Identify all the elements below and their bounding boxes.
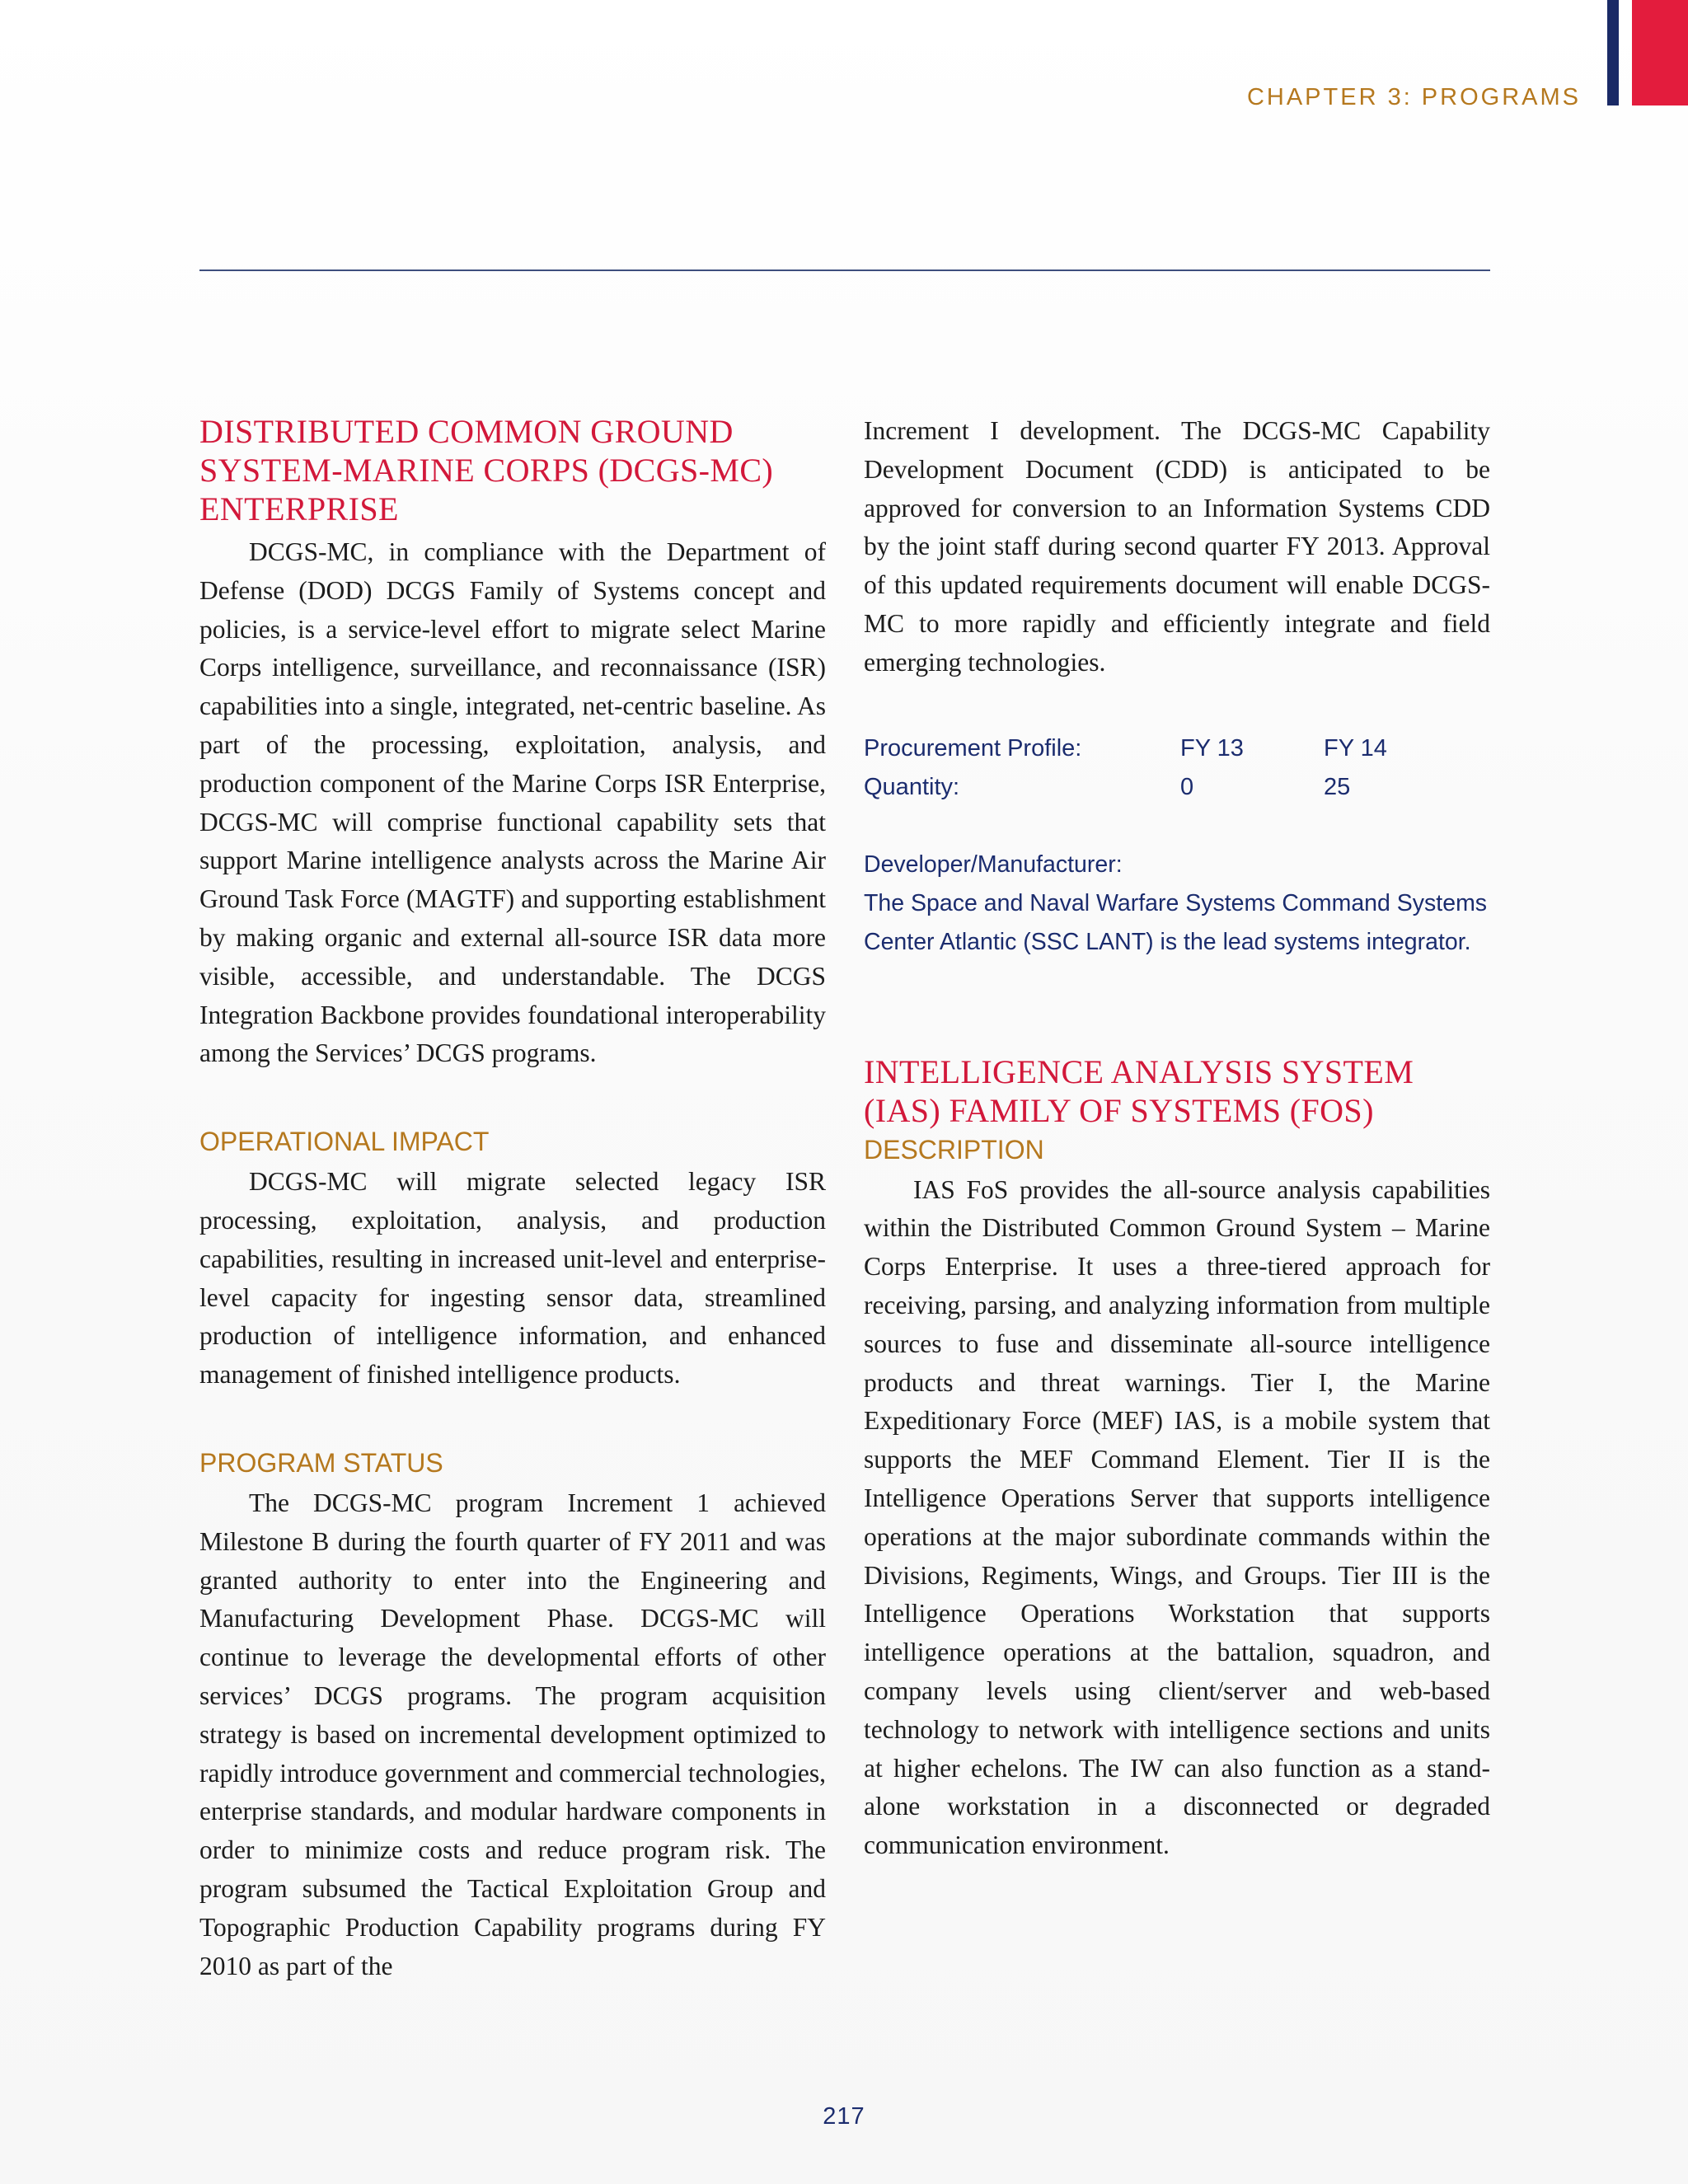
program-status-text: The DCGS-MC program Increment 1 achieved Milestone B during the fourth quarter of FY 2011 and was granted authority to enter into the Engineering and Manufacturing Development Phase. DCGS-MC will continue to leverage the developmental efforts of other services’ DCGS programs. The program acquisition strategy is based on incremental development optimized to rapidly introduce government and commercial technologies, enterprise standards, and modular hardware components in order to minimize costs and reduce program risk. The program subsumed the Tactical Exploitation Group and Topographic Production Capability programs during FY 2010 as part of the [199,1488,826,1980]
operational-impact-heading: OPERATIONAL IMPACT [199,1127,490,1157]
page-number: 217 [823,2103,865,2130]
procurement-profile-table [864,729,1387,807]
left-column [199,412,826,1985]
developer-text: The Space and Naval Warfare Systems Command Systems Center Atlantic (SSC LANT) is the lead systems integrator. [864,889,1488,955]
quantity-label: Quantity: [864,773,960,800]
ias-title: INTELLIGENCE ANALYSIS SYSTEM (IAS) FAMILY OF SYSTEMS (FOS) [864,1052,1414,1129]
dcgs-mc-intro: DCGS-MC, in compliance with the Department of Defense (DOD) DCGS Family of Systems concept and policies, is a service-level effort to migrate select Marine Corps intelligence, surveillance, and reconnaissance (ISR) capabilities into a single, integrated, net-centric baseline. As part of the processing, exploitation, analysis, and production component of the Marine Corps ISR Enterprise, DCGS-MC will comprise functional capability sets that support Marine intelligence analysts across the Marine Air Ground Task Force (MAGTF) and supporting establishment by making organic and external all-source ISR data more visible, accessible, and understandable. The DCGS Integration Backbone provides foundational interoperability among the Services’ DCGS programs. [199,537,826,1068]
dcgs-mc-title: DISTRIBUTED COMMON GROUND SYSTEM-MARINE CORPS (DCGS-MC) ENTERPRISE [199,413,774,527]
chapter-tab-blue [1607,0,1619,105]
right-column [864,412,1490,1865]
quantity-fy13: 0 [1180,773,1194,800]
operational-impact-text: DCGS-MC will migrate selected legacy ISR processing, exploitation, analysis, and production capabilities, resulting in increased unit-level and enterprise-level capacity for ingesting sensor data, streamlined production of intelligence information, and enhanced management of finished intelligence products. [199,1167,826,1390]
chapter-tab-red [1632,0,1688,105]
developer-block [864,846,1490,962]
fy14-header: FY 14 [1324,734,1387,762]
quantity-fy14: 25 [1324,773,1351,800]
table-row [864,768,1387,807]
table-row [864,729,1387,768]
program-status-heading: PROGRAM STATUS [199,1447,443,1478]
continued-text: Increment I development. The DCGS-MC Capability Development Document (CDD) is anticipated to be approved for conversion to an Information Systems CDD by the joint staff during second quarter FY 2013. Approval of this updated requirements document will enable DCGS-MC to more rapidly and efficiently integrate and field emerging technologies. [864,416,1490,677]
ias-description-text: IAS FoS provides the all-source analysis capabilities within the Distributed Common Ground System – Marine Corps Enterprise. It uses a three-tiered approach for receiving, parsing, and analyzing information from multiple sources to fuse and disseminate all-source intelligence products and threat warnings. Tier I, the Marine Expeditionary Force (MEF) IAS, is a mobile system that supports the MEF Command Element. Tier II is the Intelligence Operations Server that supports intelligence operations at the major subordinate commands within the Divisions, Regiments, Wings, and Groups. Tier III is the Intelligence Operations Workstation that supports intelligence operations at the battalion, squadron, and company levels using client/server and web-based technology to network with intelligence sections and units at higher echelons. The IW can also function as a stand-alone workstation in a disconnected or degraded communication environment. [864,1174,1490,1860]
procurement-profile-label: Procurement Profile: [864,734,1082,762]
header-rule [199,269,1490,271]
developer-label: Developer/Manufacturer: [864,851,1123,878]
chapter-header: CHAPTER 3: PROGRAMS [1246,84,1581,110]
description-heading: DESCRIPTION [864,1134,1044,1165]
fy13-header: FY 13 [1180,734,1244,762]
